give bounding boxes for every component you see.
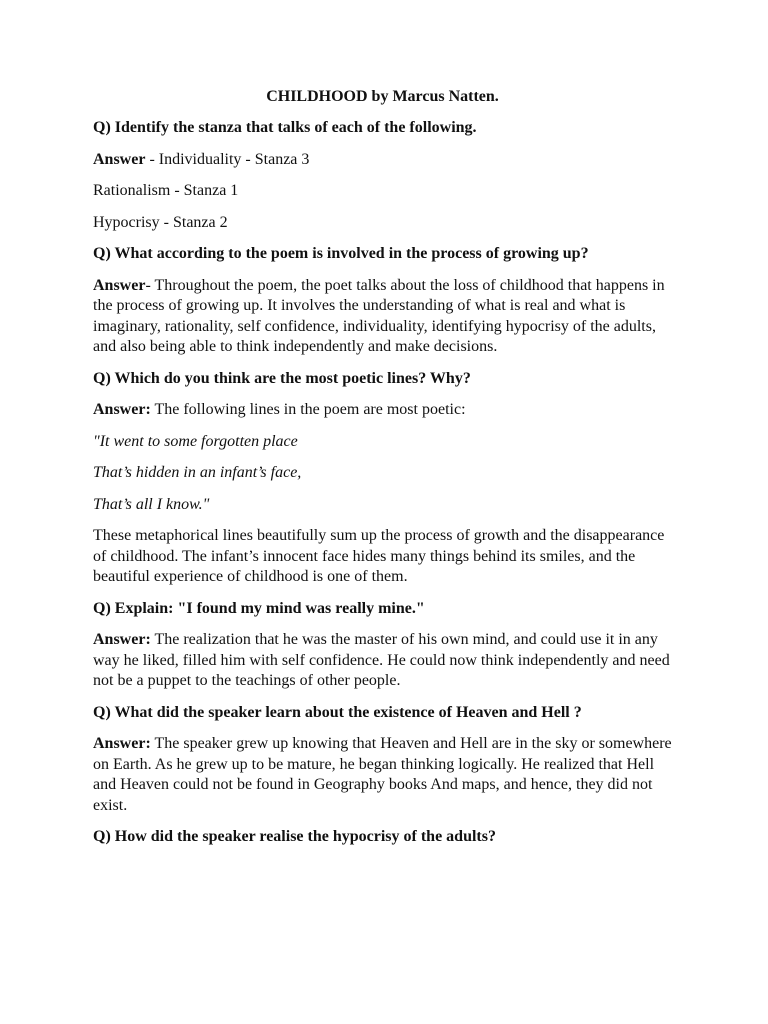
answer-label: Answer:: [93, 401, 151, 418]
answer-text: - Throughout the poem, the poet talks about the loss of childhood that happens in the process of growing up. It involves the understanding of what is real and what is imaginary, rationality, self confidence, individuality, identifying hypocrisy of the adults, and also being able to think independently and make decisions.: [93, 276, 665, 355]
question-1: Q) Identify the stanza that talks of each of the following.: [93, 119, 477, 136]
verse-explanation: These metaphorical lines beautifully sum up the process of growth and the disappearance of childhood. The infant’s innocent face hides many things behind its smiles, and the beautiful experience of childhood is one of them.: [93, 527, 665, 585]
question-3: Q) Which do you think are the most poetic lines? Why?: [93, 369, 471, 387]
answer-label: Answer: [93, 150, 146, 168]
answer-text: The following lines in the poem are most poetic:: [150, 401, 466, 418]
answer-text: The realization that he was the master of his own mind, and could use it in any way he liked, filled him with self confidence. He could now think independently and need not be a puppet to the teachings of other people.: [93, 631, 670, 689]
answer-2: [93, 276, 672, 358]
answer-label: Answer:: [93, 631, 151, 648]
answer-3: [93, 400, 672, 421]
answer-5: [93, 734, 672, 816]
answer-label: Answer:: [93, 735, 151, 752]
document-title: CHILDHOOD by Marcus Natten.: [266, 88, 499, 105]
question-4: Q) Explain: "I found my mind was really mine.": [93, 599, 425, 617]
answer-4: [93, 630, 672, 692]
question-6: Q) How did the speaker realise the hypocrisy of the adults?: [93, 828, 496, 845]
answer-1: [93, 150, 672, 171]
answer-text: - Individuality - Stanza 3: [145, 150, 310, 168]
answer-text: The speaker grew up knowing that Heaven and Hell are in the sky or somewhere on Earth. As he grew up to be mature, he began thinking logically. He realized that Hell and Heaven could not be found in Geography books And maps, and hence, they did not exist.: [93, 735, 672, 814]
answer-line-hypocrisy: Hypocrisy - Stanza 2: [93, 213, 228, 231]
verse-line-1: "It went to some forgotten place: [93, 432, 298, 450]
verse-line-3: That’s all I know.": [93, 495, 210, 513]
verse-line-2: That’s hidden in an infant’s face,: [93, 464, 302, 481]
question-2: Q) What according to the poem is involved in the process of growing up?: [93, 245, 589, 262]
question-5: Q) What did the speaker learn about the existence of Heaven and Hell ?: [93, 703, 582, 721]
answer-label: Answer: [93, 276, 146, 294]
answer-line-rationalism: Rationalism - Stanza 1: [93, 182, 239, 199]
